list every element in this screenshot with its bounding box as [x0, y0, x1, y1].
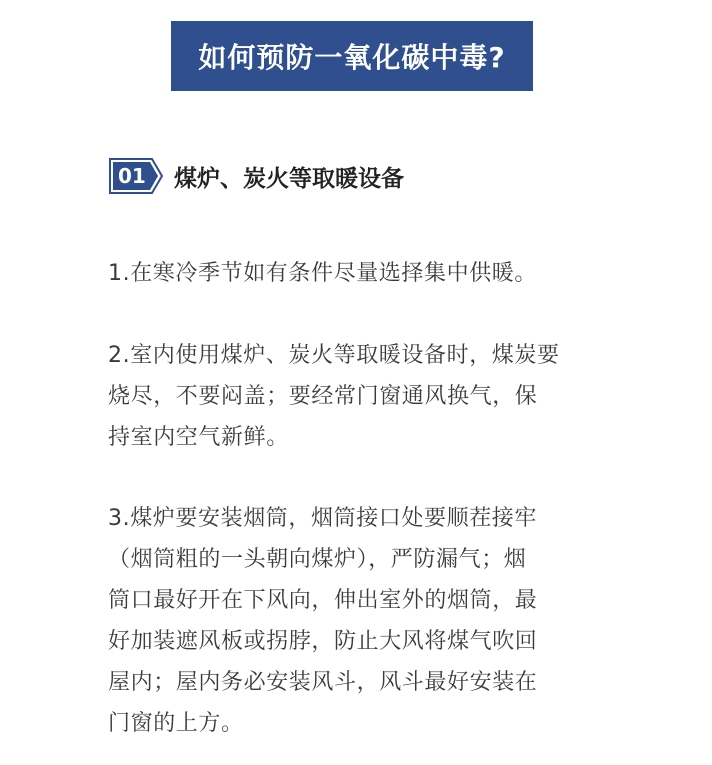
- tip-paragraph-3: 3.煤炉要安装烟筒，烟筒接口处要顺茬接牢 （烟筒粗的一头朝向煤炉），严防漏气；烟 筒口最好开在下风向，伸出室外的烟筒，最 好加装遮风板或拐脖，防止大风将煤气吹回 屋内；屋内务必安装风斗，风斗最好安装在 门窗的上方。: [108, 506, 538, 736]
- section-number: 01: [118, 164, 146, 188]
- section-title: 煤炉、炭火等取暖设备: [174, 165, 404, 192]
- page-title-banner: [171, 21, 533, 91]
- tip-paragraph-1: 1.在寒冷季节如有条件尽量选择集中供暖。: [108, 261, 537, 286]
- section-number-badge: [108, 157, 164, 195]
- section-header: [108, 156, 404, 196]
- page-title: 如何预防一氧化碳中毒?: [198, 41, 506, 74]
- tip-paragraph-2: 2.室内使用煤炉、炭火等取暖设备时，煤炭要 烧尽，不要闷盖；要经常门窗通风换气，保 持室内空气新鲜。: [108, 343, 560, 450]
